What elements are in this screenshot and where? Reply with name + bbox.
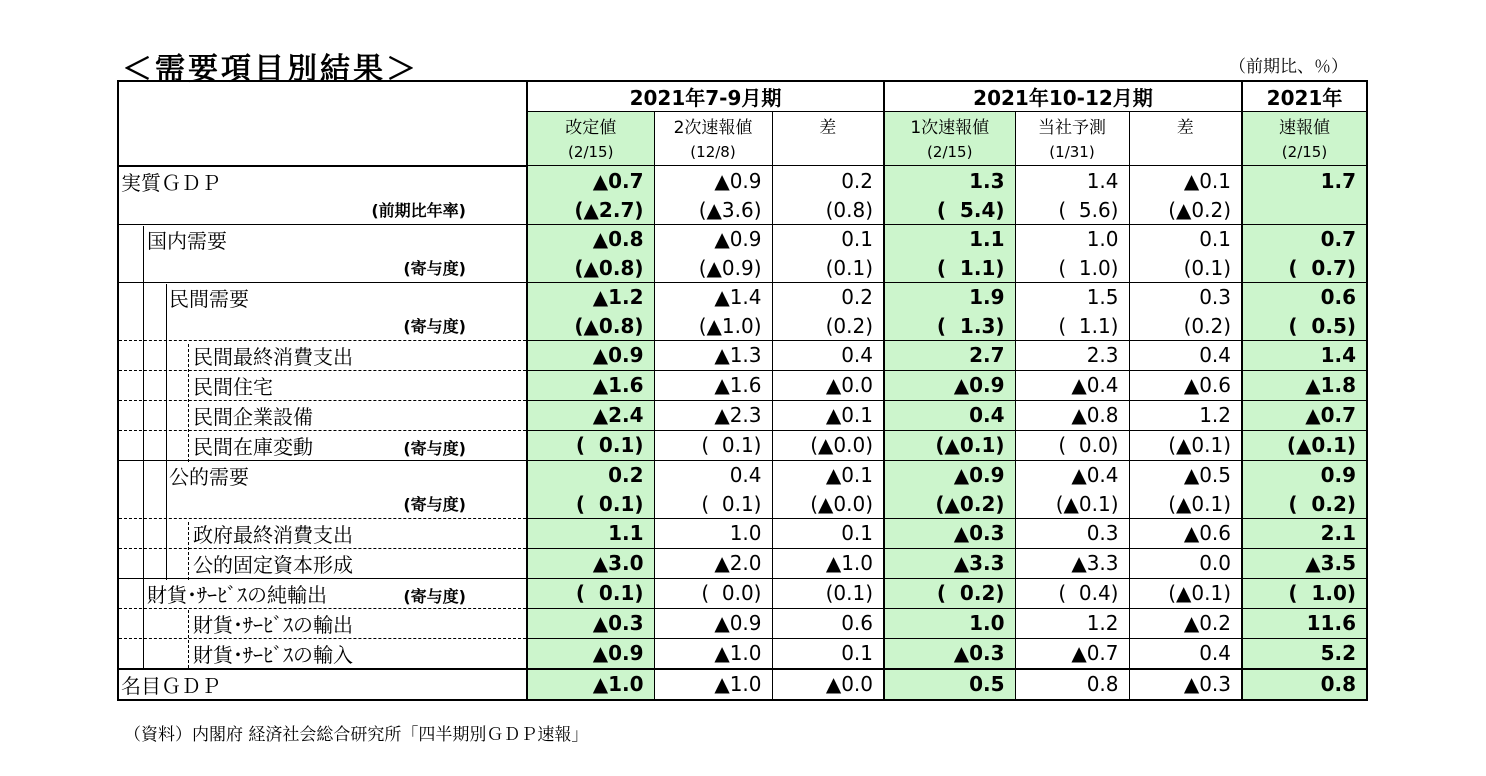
- row-sublabel: (寄与度): [403, 586, 466, 606]
- table-cell: ▲0.6: [1129, 370, 1242, 400]
- table-cell: ( 0.2): [1242, 490, 1367, 519]
- table-cell: 1.0: [1015, 224, 1129, 254]
- row-sublabel: (寄与度): [403, 438, 466, 458]
- table-cell: 0.0: [1129, 548, 1242, 578]
- table-cell: ( 1.1): [1015, 312, 1129, 341]
- row-label: 民間在庫変動 (寄与度): [118, 430, 527, 460]
- table-cell: 0.6: [1242, 282, 1367, 312]
- table-row: [118, 400, 1367, 430]
- table-row: [118, 669, 1367, 700]
- table-cell: ▲0.4: [1015, 370, 1129, 400]
- table-cell: ( 0.5): [1242, 312, 1367, 341]
- table-row: [118, 282, 1367, 312]
- table-cell: ( 0.1): [654, 490, 772, 519]
- table-cell: 1.0: [884, 608, 1015, 638]
- table-cell: ▲0.3: [884, 638, 1015, 669]
- tree-line-domestic: [143, 226, 144, 668]
- col-header-date: [1129, 139, 1242, 166]
- table-cell: 0.4: [884, 400, 1015, 430]
- table-row: [118, 254, 1367, 283]
- table-row: [118, 460, 1367, 490]
- row-label: 政府最終消費支出: [118, 518, 527, 548]
- gdp-demand-table: [117, 80, 1368, 701]
- table-cell: ▲2.0: [654, 548, 772, 578]
- table-cell: ( 0.0): [654, 578, 772, 608]
- table-cell: ▲0.8: [527, 224, 654, 254]
- table-cell: ( 0.1): [527, 578, 654, 608]
- table-cell: 1.9: [884, 282, 1015, 312]
- table-cell: 1.3: [884, 166, 1015, 196]
- table-cell: ( 0.1): [527, 490, 654, 519]
- table-cell: ( 0.0): [1015, 430, 1129, 460]
- table-cell: 0.8: [1015, 669, 1129, 700]
- table-cell: 0.4: [1129, 638, 1242, 669]
- table-cell: ▲0.3: [527, 608, 654, 638]
- table-cell: ▲2.3: [654, 400, 772, 430]
- table-cell: (0.1): [772, 254, 884, 283]
- table-cell: (▲0.1): [1015, 490, 1129, 519]
- col-header-label: 1次速報値: [884, 112, 1015, 140]
- table-cell: ( 1.0): [1242, 578, 1367, 608]
- table-row: [118, 548, 1367, 578]
- table-cell: ▲1.0: [654, 669, 772, 700]
- col-header-label: 当社予測: [1015, 112, 1129, 140]
- table-cell: (▲0.9): [654, 254, 772, 283]
- table-cell: ▲0.4: [1015, 460, 1129, 490]
- col-header-label: 速報値: [1242, 112, 1367, 140]
- table-cell: 2.1: [1242, 518, 1367, 548]
- table-cell: 0.4: [772, 340, 884, 370]
- row-label: (寄与度): [118, 254, 527, 283]
- table-cell: 0.1: [772, 224, 884, 254]
- table-cell: (0.1): [1129, 254, 1242, 283]
- table-row: [118, 638, 1367, 669]
- table-cell: (▲0.8): [527, 254, 654, 283]
- table-cell: ▲0.1: [772, 460, 884, 490]
- table-cell: (▲3.6): [654, 196, 772, 225]
- table-cell: ▲0.3: [884, 518, 1015, 548]
- table-row: [118, 608, 1367, 638]
- table-cell: 0.2: [527, 460, 654, 490]
- col-header-label: 改定値: [527, 112, 654, 140]
- table-cell: ▲3.5: [1242, 548, 1367, 578]
- table-cell: ▲0.9: [654, 166, 772, 196]
- table-row: [118, 490, 1367, 519]
- table-cell: 1.4: [1015, 166, 1129, 196]
- table-cell: (▲0.1): [1129, 430, 1242, 460]
- row-label: 公的需要: [118, 460, 527, 490]
- table-cell: 1.1: [527, 518, 654, 548]
- table-row: [118, 370, 1367, 400]
- table-cell: ( 1.3): [884, 312, 1015, 341]
- table-cell: ▲0.2: [1129, 608, 1242, 638]
- table-cell: 0.3: [1129, 282, 1242, 312]
- table-cell: (▲0.2): [884, 490, 1015, 519]
- col-header-date: (2/15): [884, 139, 1015, 166]
- table-cell: ▲0.0: [772, 370, 884, 400]
- table-cell: ▲0.9: [654, 224, 772, 254]
- table-row: [118, 518, 1367, 548]
- table-cell: (▲2.7): [527, 196, 654, 225]
- col-header-label: 2次速報値: [654, 112, 772, 140]
- table-cell: 0.5: [884, 669, 1015, 700]
- row-label: (寄与度): [118, 312, 527, 341]
- col-header-date: (2/15): [527, 139, 654, 166]
- tree-dash-netexports: [188, 610, 189, 668]
- table-cell: ▲0.1: [1129, 166, 1242, 196]
- table-cell: 11.6: [1242, 608, 1367, 638]
- table-cell: ▲0.3: [1129, 669, 1242, 700]
- table-cell: ▲3.0: [527, 548, 654, 578]
- table-cell: ▲1.0: [654, 638, 772, 669]
- table-cell: ▲1.6: [527, 370, 654, 400]
- table-cell: ▲1.8: [1242, 370, 1367, 400]
- tree-dash-public: [188, 522, 189, 580]
- table-cell: (▲0.2): [1129, 196, 1242, 225]
- group-header-q3: 2021年7-9月期: [527, 81, 884, 112]
- table-cell: ▲2.4: [527, 400, 654, 430]
- table-cell: ▲3.3: [884, 548, 1015, 578]
- row-label: (寄与度): [118, 490, 527, 519]
- table-cell: ▲1.4: [654, 282, 772, 312]
- table-cell: ▲0.7: [527, 166, 654, 196]
- table-row: [118, 196, 1367, 225]
- table-cell: ▲1.3: [654, 340, 772, 370]
- row-label: 国内需要: [118, 224, 527, 254]
- table-cell: ▲1.2: [527, 282, 654, 312]
- row-label: 財貨･ｻｰﾋﾞｽの輸出: [118, 608, 527, 638]
- table-cell: 0.1: [772, 518, 884, 548]
- table-cell: ▲0.1: [772, 400, 884, 430]
- table-cell: 2.7: [884, 340, 1015, 370]
- row-label: 財貨･ｻｰﾋﾞｽの輸入: [118, 638, 527, 669]
- table-cell: (▲1.0): [654, 312, 772, 341]
- col-header-label: 差: [1129, 112, 1242, 140]
- table-cell: 1.0: [654, 518, 772, 548]
- group-header-q4: 2021年10-12月期: [884, 81, 1242, 112]
- table-cell: 0.1: [772, 638, 884, 669]
- table-cell: ( 0.7): [1242, 254, 1367, 283]
- header-blank: [118, 81, 527, 166]
- table-cell: ▲0.7: [1242, 400, 1367, 430]
- table-cell: ( 5.4): [884, 196, 1015, 225]
- table-cell: 0.1: [1129, 224, 1242, 254]
- table-cell: ▲3.3: [1015, 548, 1129, 578]
- table-cell: ▲0.6: [1129, 518, 1242, 548]
- table-cell: ( 0.1): [654, 430, 772, 460]
- table-cell: ▲0.9: [884, 460, 1015, 490]
- table-cell: 0.2: [772, 282, 884, 312]
- table-cell: 0.3: [1015, 518, 1129, 548]
- row-label: 実質ＧＤＰ: [118, 166, 527, 196]
- table-cell: ( 0.2): [884, 578, 1015, 608]
- table-row: [118, 578, 1367, 608]
- row-label: 民間需要: [118, 282, 527, 312]
- table-cell: 0.7: [1242, 224, 1367, 254]
- table-cell: 1.4: [1242, 340, 1367, 370]
- table-cell: 0.8: [1242, 669, 1367, 700]
- table-cell: 0.2: [772, 166, 884, 196]
- table-cell: (0.8): [772, 196, 884, 225]
- table-cell: ▲1.0: [772, 548, 884, 578]
- row-label: 名目ＧＤＰ: [118, 669, 527, 700]
- table-cell: 5.2: [1242, 638, 1367, 669]
- table-cell: 0.4: [654, 460, 772, 490]
- table-cell: 1.2: [1129, 400, 1242, 430]
- table-cell: (▲0.1): [884, 430, 1015, 460]
- table-cell: (▲0.1): [1242, 430, 1367, 460]
- table-cell: (0.1): [772, 578, 884, 608]
- table-row: [118, 430, 1367, 460]
- table-cell: ▲1.0: [527, 669, 654, 700]
- table-cell: (0.2): [772, 312, 884, 341]
- table-cell: 0.4: [1129, 340, 1242, 370]
- tree-line-public: [166, 462, 167, 580]
- table-cell: 1.5: [1015, 282, 1129, 312]
- table-cell: ▲0.7: [1015, 638, 1129, 669]
- table-cell: (▲0.0): [772, 490, 884, 519]
- table-cell: ( 5.6): [1015, 196, 1129, 225]
- table-cell: (▲0.1): [1129, 578, 1242, 608]
- table-row: [118, 224, 1367, 254]
- table-cell: (▲0.8): [527, 312, 654, 341]
- table-cell: ▲0.5: [1129, 460, 1242, 490]
- group-header-year: 2021年: [1242, 81, 1367, 112]
- col-header-date: [772, 139, 884, 166]
- table-cell: (▲0.1): [1129, 490, 1242, 519]
- row-label: 公的固定資本形成: [118, 548, 527, 578]
- table-cell: ( 0.1): [527, 430, 654, 460]
- source-note: （資料）内閣府 経済社会総合研究所「四半期別ＧＤＰ速報」: [124, 725, 589, 745]
- tree-dash-private: [188, 344, 189, 462]
- col-header-date: (2/15): [1242, 139, 1367, 166]
- table-row: [118, 166, 1367, 196]
- table-cell: ▲0.9: [884, 370, 1015, 400]
- tree-line-private: [166, 284, 167, 462]
- table-cell: 0.6: [772, 608, 884, 638]
- page-title: ＜需要項目別結果＞: [122, 52, 419, 87]
- unit-note: （前期比、％）: [1229, 57, 1348, 77]
- row-label: 民間住宅: [118, 370, 527, 400]
- row-label: 民間最終消費支出: [118, 340, 527, 370]
- row-label: (前期比年率): [118, 196, 527, 225]
- row-label: 民間企業設備: [118, 400, 527, 430]
- table-cell: ▲0.9: [527, 340, 654, 370]
- table-cell: 2.3: [1015, 340, 1129, 370]
- table-cell: (▲0.0): [772, 430, 884, 460]
- table-cell: ▲0.9: [654, 608, 772, 638]
- table-cell: ( 0.4): [1015, 578, 1129, 608]
- table-cell: [1242, 196, 1367, 225]
- table-cell: ( 1.1): [884, 254, 1015, 283]
- table-row: [118, 340, 1367, 370]
- table-cell: (0.2): [1129, 312, 1242, 341]
- table-cell: 1.2: [1015, 608, 1129, 638]
- table-cell: 0.9: [1242, 460, 1367, 490]
- col-header-label: 差: [772, 112, 884, 140]
- col-header-date: (1/31): [1015, 139, 1129, 166]
- col-header-date: (12/8): [654, 139, 772, 166]
- row-label: 財貨･ｻｰﾋﾞｽの純輸出 (寄与度): [118, 578, 527, 608]
- table-cell: 1.7: [1242, 166, 1367, 196]
- table-cell: ▲0.8: [1015, 400, 1129, 430]
- table-cell: ▲0.0: [772, 669, 884, 700]
- table-cell: ▲1.6: [654, 370, 772, 400]
- table-cell: 1.1: [884, 224, 1015, 254]
- table-cell: ( 1.0): [1015, 254, 1129, 283]
- table-cell: ▲0.9: [527, 638, 654, 669]
- table-row: [118, 312, 1367, 341]
